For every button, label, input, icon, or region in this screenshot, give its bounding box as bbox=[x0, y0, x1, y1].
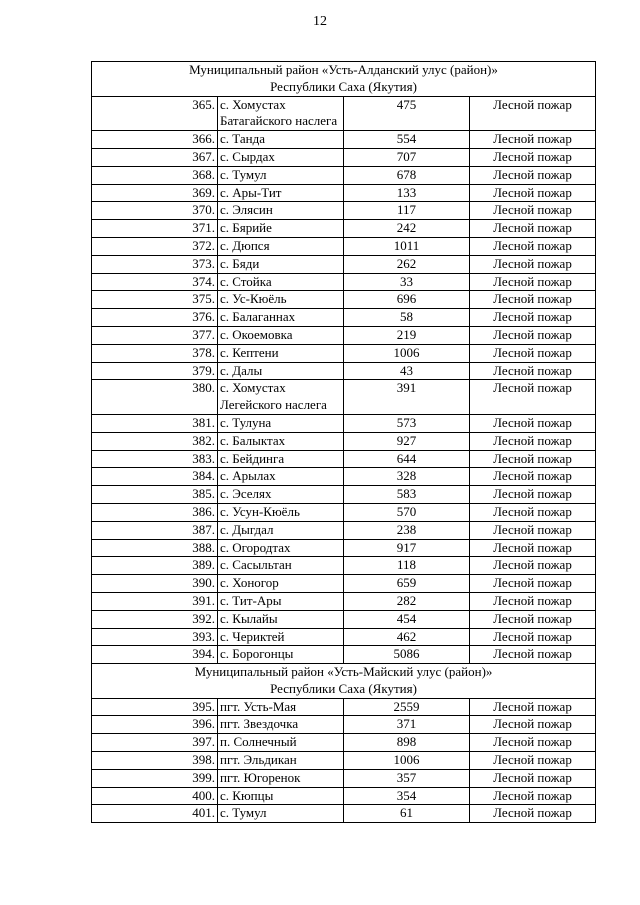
row-number: 379. bbox=[92, 362, 218, 380]
row-number: 365. bbox=[92, 96, 218, 131]
hazard-type: Лесной пожар bbox=[470, 539, 596, 557]
settlement-name: с. Хомустах bbox=[220, 380, 286, 396]
population-value: 475 bbox=[344, 96, 470, 131]
settlement-name: с. Стойка bbox=[220, 273, 272, 289]
population-value: 554 bbox=[344, 131, 470, 149]
settlement-name-cell bbox=[218, 291, 344, 309]
settlement-name-cell bbox=[218, 628, 344, 646]
row-number: 392. bbox=[92, 610, 218, 628]
table-row bbox=[92, 450, 596, 468]
section-header-row bbox=[92, 62, 596, 97]
row-number: 374. bbox=[92, 273, 218, 291]
settlement-name-cell bbox=[218, 166, 344, 184]
row-number: 389. bbox=[92, 557, 218, 575]
row-number: 380. bbox=[92, 380, 218, 415]
table-row bbox=[92, 291, 596, 309]
population-value: 583 bbox=[344, 486, 470, 504]
population-value: 5086 bbox=[344, 646, 470, 664]
settlement-name-cell bbox=[218, 309, 344, 327]
population-value: 644 bbox=[344, 450, 470, 468]
settlement-name: с. Окоемовка bbox=[220, 326, 293, 342]
population-value: 678 bbox=[344, 166, 470, 184]
population-value: 454 bbox=[344, 610, 470, 628]
row-number: 387. bbox=[92, 521, 218, 539]
hazard-type: Лесной пожар bbox=[470, 628, 596, 646]
population-value: 117 bbox=[344, 202, 470, 220]
row-number: 383. bbox=[92, 450, 218, 468]
table-row bbox=[92, 220, 596, 238]
hazard-type: Лесной пожар bbox=[470, 575, 596, 593]
population-value: 707 bbox=[344, 148, 470, 166]
row-number: 396. bbox=[92, 716, 218, 734]
table-row bbox=[92, 380, 596, 415]
settlement-name-cell bbox=[218, 414, 344, 432]
row-number: 384. bbox=[92, 468, 218, 486]
settlement-name: п. Солнечный bbox=[220, 734, 297, 750]
settlement-name: с. Бяди bbox=[220, 255, 260, 271]
settlement-name: с. Тулуна bbox=[220, 414, 272, 430]
table-row bbox=[92, 575, 596, 593]
settlement-name-cell bbox=[218, 380, 344, 415]
hazard-type: Лесной пожар bbox=[470, 237, 596, 255]
table-row bbox=[92, 362, 596, 380]
section-title bbox=[92, 664, 596, 699]
row-number: 395. bbox=[92, 698, 218, 716]
table-row bbox=[92, 787, 596, 805]
settlement-name-cell bbox=[218, 184, 344, 202]
settlement-name-cell bbox=[218, 220, 344, 238]
section-title-line1: Муниципальный район «Усть-Алданский улус (район)» bbox=[189, 62, 498, 77]
settlement-name: с. Борогонцы bbox=[220, 646, 294, 662]
settlement-name: с. Дыгдал bbox=[220, 521, 274, 537]
table-row bbox=[92, 148, 596, 166]
population-value: 242 bbox=[344, 220, 470, 238]
hazard-type: Лесной пожар bbox=[470, 698, 596, 716]
table-row bbox=[92, 166, 596, 184]
row-number: 381. bbox=[92, 414, 218, 432]
hazard-type: Лесной пожар bbox=[470, 380, 596, 415]
population-value: 1011 bbox=[344, 237, 470, 255]
section-header-row bbox=[92, 664, 596, 699]
row-number: 394. bbox=[92, 646, 218, 664]
settlement-name: пгт. Эльдикан bbox=[220, 752, 297, 768]
population-value: 33 bbox=[344, 273, 470, 291]
population-value: 328 bbox=[344, 468, 470, 486]
row-number: 378. bbox=[92, 344, 218, 362]
settlement-name-cell bbox=[218, 432, 344, 450]
hazard-type: Лесной пожар bbox=[470, 468, 596, 486]
settlement-name-cell bbox=[218, 539, 344, 557]
population-value: 61 bbox=[344, 805, 470, 823]
population-value: 133 bbox=[344, 184, 470, 202]
settlement-name: с. Элясин bbox=[220, 202, 273, 218]
hazard-type: Лесной пожар bbox=[470, 148, 596, 166]
hazard-type: Лесной пожар bbox=[470, 291, 596, 309]
hazard-type: Лесной пожар bbox=[470, 166, 596, 184]
hazard-type: Лесной пожар bbox=[470, 450, 596, 468]
settlement-name: с. Сырдах bbox=[220, 148, 275, 164]
table-row bbox=[92, 539, 596, 557]
hazard-type: Лесной пожар bbox=[470, 503, 596, 521]
settlement-name: с. Огородтах bbox=[220, 539, 291, 555]
row-number: 388. bbox=[92, 539, 218, 557]
population-value: 219 bbox=[344, 326, 470, 344]
hazard-type: Лесной пожар bbox=[470, 362, 596, 380]
population-value: 118 bbox=[344, 557, 470, 575]
settlement-name-cell bbox=[218, 521, 344, 539]
settlement-name-cell bbox=[218, 575, 344, 593]
settlement-name: с. Чериктей bbox=[220, 628, 285, 644]
hazard-type: Лесной пожар bbox=[470, 255, 596, 273]
row-number: 399. bbox=[92, 769, 218, 787]
settlement-name: с. Балыктах bbox=[220, 432, 286, 448]
table-row bbox=[92, 734, 596, 752]
settlement-name-cell bbox=[218, 148, 344, 166]
hazard-type: Лесной пожар bbox=[470, 805, 596, 823]
hazard-type: Лесной пожар bbox=[470, 610, 596, 628]
table-row bbox=[92, 805, 596, 823]
settlement-name-cell bbox=[218, 752, 344, 770]
row-number: 386. bbox=[92, 503, 218, 521]
settlement-name-cell bbox=[218, 237, 344, 255]
table-row bbox=[92, 344, 596, 362]
settlement-name-cell bbox=[218, 450, 344, 468]
population-value: 43 bbox=[344, 362, 470, 380]
hazard-type: Лесной пожар bbox=[470, 202, 596, 220]
row-number: 370. bbox=[92, 202, 218, 220]
settlement-name: с. Кюпцы bbox=[220, 787, 274, 803]
settlement-name-cell bbox=[218, 610, 344, 628]
settlements-table bbox=[91, 61, 596, 823]
table-row bbox=[92, 557, 596, 575]
settlement-name-line2: Легейского наслега bbox=[220, 397, 327, 413]
table-row bbox=[92, 716, 596, 734]
row-number: 375. bbox=[92, 291, 218, 309]
settlement-name: с. Эселях bbox=[220, 486, 272, 502]
settlement-name-cell bbox=[218, 557, 344, 575]
hazard-type: Лесной пожар bbox=[470, 592, 596, 610]
settlement-name: с. Тит-Ары bbox=[220, 592, 282, 608]
population-value: 927 bbox=[344, 432, 470, 450]
hazard-type: Лесной пожар bbox=[470, 432, 596, 450]
population-value: 573 bbox=[344, 414, 470, 432]
settlement-name-cell bbox=[218, 255, 344, 273]
population-value: 1006 bbox=[344, 344, 470, 362]
population-value: 1006 bbox=[344, 752, 470, 770]
section-title bbox=[92, 62, 596, 97]
hazard-type: Лесной пожар bbox=[470, 326, 596, 344]
settlement-name: с. Балаганнах bbox=[220, 309, 296, 325]
section-title-line1: Муниципальный район «Усть-Майский улус (район)» bbox=[194, 664, 493, 680]
settlement-name: с. Бейдинга bbox=[220, 450, 285, 466]
settlement-name-cell bbox=[218, 468, 344, 486]
hazard-type: Лесной пожар bbox=[470, 557, 596, 575]
settlement-name-cell bbox=[218, 716, 344, 734]
table-row bbox=[92, 414, 596, 432]
settlement-name-cell bbox=[218, 734, 344, 752]
table-row bbox=[92, 96, 596, 131]
row-number: 373. bbox=[92, 255, 218, 273]
hazard-type: Лесной пожар bbox=[470, 716, 596, 734]
table-body bbox=[92, 62, 596, 823]
table-row bbox=[92, 592, 596, 610]
table-row bbox=[92, 521, 596, 539]
hazard-type: Лесной пожар bbox=[470, 486, 596, 504]
table-row bbox=[92, 131, 596, 149]
settlement-name-cell bbox=[218, 362, 344, 380]
settlement-name: с. Усун-Кюёль bbox=[220, 503, 300, 519]
settlement-name-cell bbox=[218, 202, 344, 220]
row-number: 367. bbox=[92, 148, 218, 166]
table-row bbox=[92, 646, 596, 664]
population-value: 391 bbox=[344, 380, 470, 415]
population-value: 58 bbox=[344, 309, 470, 327]
row-number: 382. bbox=[92, 432, 218, 450]
population-value: 371 bbox=[344, 716, 470, 734]
settlement-name-cell bbox=[218, 344, 344, 362]
hazard-type: Лесной пожар bbox=[470, 344, 596, 362]
settlement-name: пгт. Югоренок bbox=[220, 769, 301, 785]
hazard-type: Лесной пожар bbox=[470, 184, 596, 202]
settlement-name: с. Бярийе bbox=[220, 220, 272, 236]
hazard-type: Лесной пожар bbox=[470, 96, 596, 131]
settlement-name: с. Танда bbox=[220, 131, 265, 147]
hazard-type: Лесной пожар bbox=[470, 521, 596, 539]
population-value: 917 bbox=[344, 539, 470, 557]
settlement-name: с. Дюпся bbox=[220, 237, 270, 253]
table-row bbox=[92, 752, 596, 770]
settlement-name: с. Тумул bbox=[220, 805, 267, 821]
table-row bbox=[92, 255, 596, 273]
settlement-name: с. Сасыльтан bbox=[220, 557, 292, 573]
population-value: 462 bbox=[344, 628, 470, 646]
table-row bbox=[92, 486, 596, 504]
row-number: 390. bbox=[92, 575, 218, 593]
table-row bbox=[92, 610, 596, 628]
section-title-line2: Республики Саха (Якутия) bbox=[270, 78, 417, 94]
settlement-name-cell bbox=[218, 273, 344, 291]
settlement-name-cell bbox=[218, 326, 344, 344]
row-number: 369. bbox=[92, 184, 218, 202]
table-row bbox=[92, 628, 596, 646]
table-row bbox=[92, 432, 596, 450]
row-number: 377. bbox=[92, 326, 218, 344]
settlement-name: с. Кептени bbox=[220, 344, 279, 360]
population-value: 898 bbox=[344, 734, 470, 752]
settlement-name-cell bbox=[218, 787, 344, 805]
section-title-line2: Республики Саха (Якутия) bbox=[270, 680, 417, 696]
table-row bbox=[92, 202, 596, 220]
settlement-name-cell bbox=[218, 486, 344, 504]
settlement-name: с. Хомустах bbox=[220, 96, 286, 112]
row-number: 366. bbox=[92, 131, 218, 149]
population-value: 570 bbox=[344, 503, 470, 521]
row-number: 391. bbox=[92, 592, 218, 610]
table-row bbox=[92, 184, 596, 202]
hazard-type: Лесной пожар bbox=[470, 131, 596, 149]
hazard-type: Лесной пожар bbox=[470, 752, 596, 770]
population-value: 238 bbox=[344, 521, 470, 539]
settlement-name-cell bbox=[218, 503, 344, 521]
population-value: 2559 bbox=[344, 698, 470, 716]
hazard-type: Лесной пожар bbox=[470, 769, 596, 787]
table-row bbox=[92, 309, 596, 327]
population-value: 659 bbox=[344, 575, 470, 593]
table-row bbox=[92, 698, 596, 716]
population-value: 357 bbox=[344, 769, 470, 787]
row-number: 372. bbox=[92, 237, 218, 255]
settlement-name: с. Ус-Кюёль bbox=[220, 291, 287, 307]
row-number: 368. bbox=[92, 166, 218, 184]
row-number: 397. bbox=[92, 734, 218, 752]
row-number: 400. bbox=[92, 787, 218, 805]
settlement-name: с. Ары-Тит bbox=[220, 184, 282, 200]
table-row bbox=[92, 468, 596, 486]
settlement-name-cell bbox=[218, 805, 344, 823]
settlement-name: с. Хоногор bbox=[220, 575, 279, 591]
row-number: 376. bbox=[92, 309, 218, 327]
hazard-type: Лесной пожар bbox=[470, 309, 596, 327]
settlement-name-cell bbox=[218, 96, 344, 131]
row-number: 371. bbox=[92, 220, 218, 238]
hazard-type: Лесной пожар bbox=[470, 220, 596, 238]
hazard-type: Лесной пожар bbox=[470, 734, 596, 752]
settlement-name-cell bbox=[218, 646, 344, 664]
settlement-name: с. Кылайы bbox=[220, 610, 278, 626]
population-value: 262 bbox=[344, 255, 470, 273]
hazard-type: Лесной пожар bbox=[470, 273, 596, 291]
row-number: 398. bbox=[92, 752, 218, 770]
table-row bbox=[92, 503, 596, 521]
page-number: 12 bbox=[313, 14, 327, 29]
settlement-name-line2: Батагайского наслега bbox=[220, 113, 338, 129]
settlement-name-cell bbox=[218, 698, 344, 716]
row-number: 401. bbox=[92, 805, 218, 823]
table-row bbox=[92, 237, 596, 255]
row-number: 393. bbox=[92, 628, 218, 646]
population-value: 354 bbox=[344, 787, 470, 805]
settlement-name: с. Арылах bbox=[220, 468, 276, 484]
population-value: 282 bbox=[344, 592, 470, 610]
table-row bbox=[92, 273, 596, 291]
row-number: 385. bbox=[92, 486, 218, 504]
population-value: 696 bbox=[344, 291, 470, 309]
hazard-type: Лесной пожар bbox=[470, 787, 596, 805]
settlement-name-cell bbox=[218, 131, 344, 149]
table-row bbox=[92, 769, 596, 787]
hazard-type: Лесной пожар bbox=[470, 414, 596, 432]
hazard-type: Лесной пожар bbox=[470, 646, 596, 664]
settlement-name: пгт. Усть-Мая bbox=[220, 698, 297, 714]
settlement-name: пгт. Звездочка bbox=[220, 716, 299, 732]
settlement-name: с. Далы bbox=[220, 362, 263, 378]
settlement-name: с. Тумул bbox=[220, 166, 267, 182]
settlement-name-cell bbox=[218, 769, 344, 787]
table-row bbox=[92, 326, 596, 344]
settlement-name-cell bbox=[218, 592, 344, 610]
